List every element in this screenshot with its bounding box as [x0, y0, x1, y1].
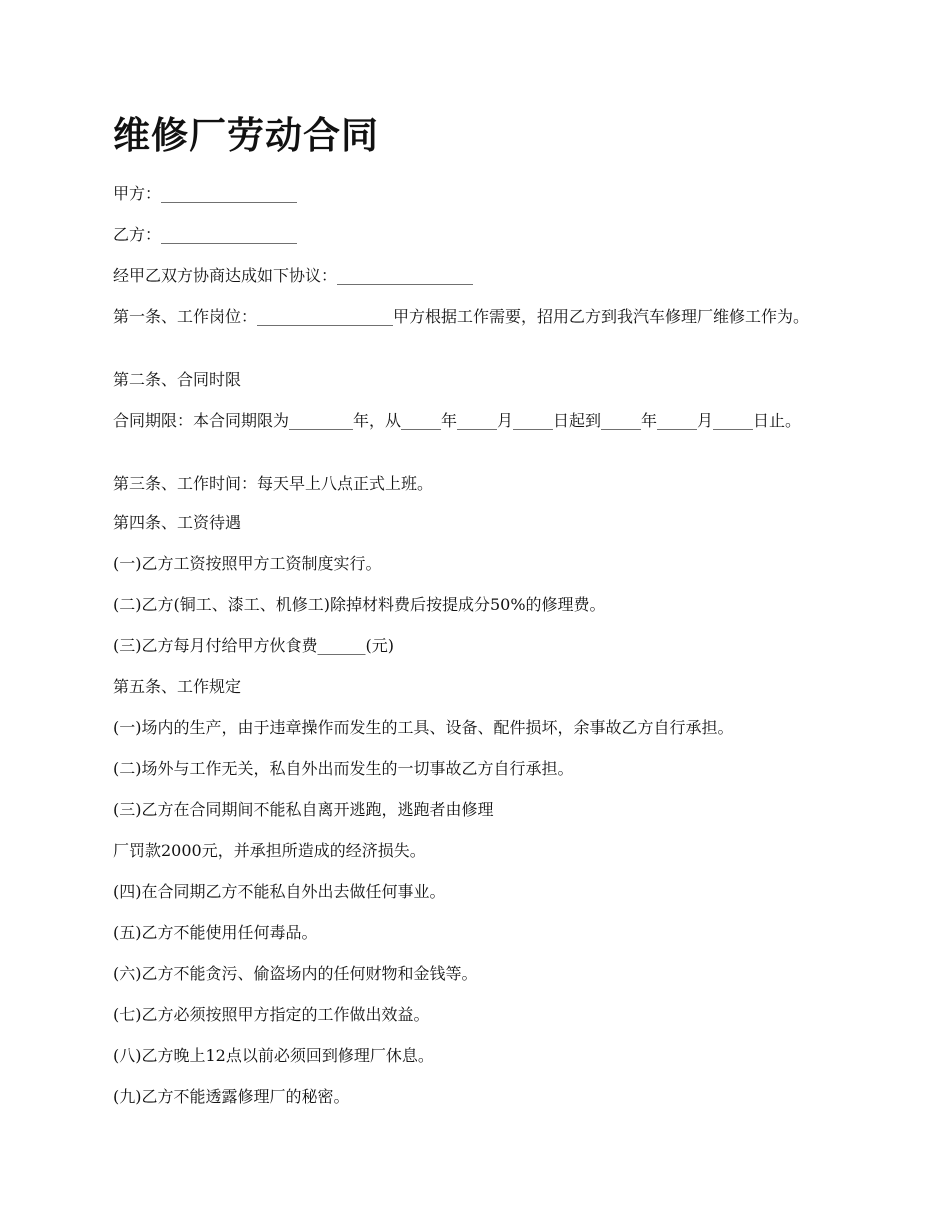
document-title: 维修厂劳动合同 — [113, 114, 379, 157]
rule-item-9: (九)乙方不能透露修理厂的秘密。 — [113, 1087, 350, 1106]
article-5-heading: 第五条、工作规定 — [113, 677, 242, 696]
wage-item-3: (三)乙方每月付给甲方伙食费______(元) — [113, 636, 394, 655]
article-3-hours: 第三条、工作时间：每天早上八点正式上班。 — [113, 474, 434, 493]
rule-item-6: (六)乙方不能贪污、偷盗场内的任何财物和金钱等。 — [113, 964, 478, 983]
agreement-intro: 经甲乙双方协商达成如下协议：_________________ — [113, 266, 474, 285]
contract-term: 合同期限：本合同期限为________年，从_____年_____月_____日起到_____年_____月_____日止。 — [113, 411, 802, 430]
article-1-position: 第一条、工作岗位：_________________甲方根据工作需要，招用乙方到我汽车修理厂维修工作为。 — [113, 307, 810, 326]
rule-item-7: (七)乙方必须按照甲方指定的工作做出效益。 — [113, 1005, 430, 1024]
rule-item-3: (三)乙方在合同期间不能私自离开逃跑，逃跑者由修理 — [113, 800, 494, 819]
article-2-heading: 第二条、合同时限 — [113, 370, 242, 389]
rule-item-3-continued: 厂罚款2000元，并承担所造成的经济损失。 — [113, 841, 426, 860]
rule-item-1: (一)场内的生产，由于违章操作而发生的工具、设备、配件损坏，余事故乙方自行承担。 — [113, 718, 734, 737]
rule-item-8: (八)乙方晚上12点以前必须回到修理厂休息。 — [113, 1046, 434, 1065]
wage-item-2: (二)乙方(铜工、漆工、机修工)除掉材料费后按提成分50%的修理费。 — [113, 595, 606, 614]
rule-item-4: (四)在合同期乙方不能私自外出去做任何事业。 — [113, 882, 446, 901]
rule-item-5: (五)乙方不能使用任何毒品。 — [113, 923, 318, 942]
party-a-line: 甲方：_________________ — [113, 184, 298, 203]
party-b-line: 乙方：_________________ — [113, 225, 298, 244]
rule-item-2: (二)场外与工作无关，私自外出而发生的一切事故乙方自行承担。 — [113, 759, 574, 778]
wage-item-1: (一)乙方工资按照甲方工资制度实行。 — [113, 554, 382, 573]
article-4-heading: 第四条、工资待遇 — [113, 513, 242, 532]
